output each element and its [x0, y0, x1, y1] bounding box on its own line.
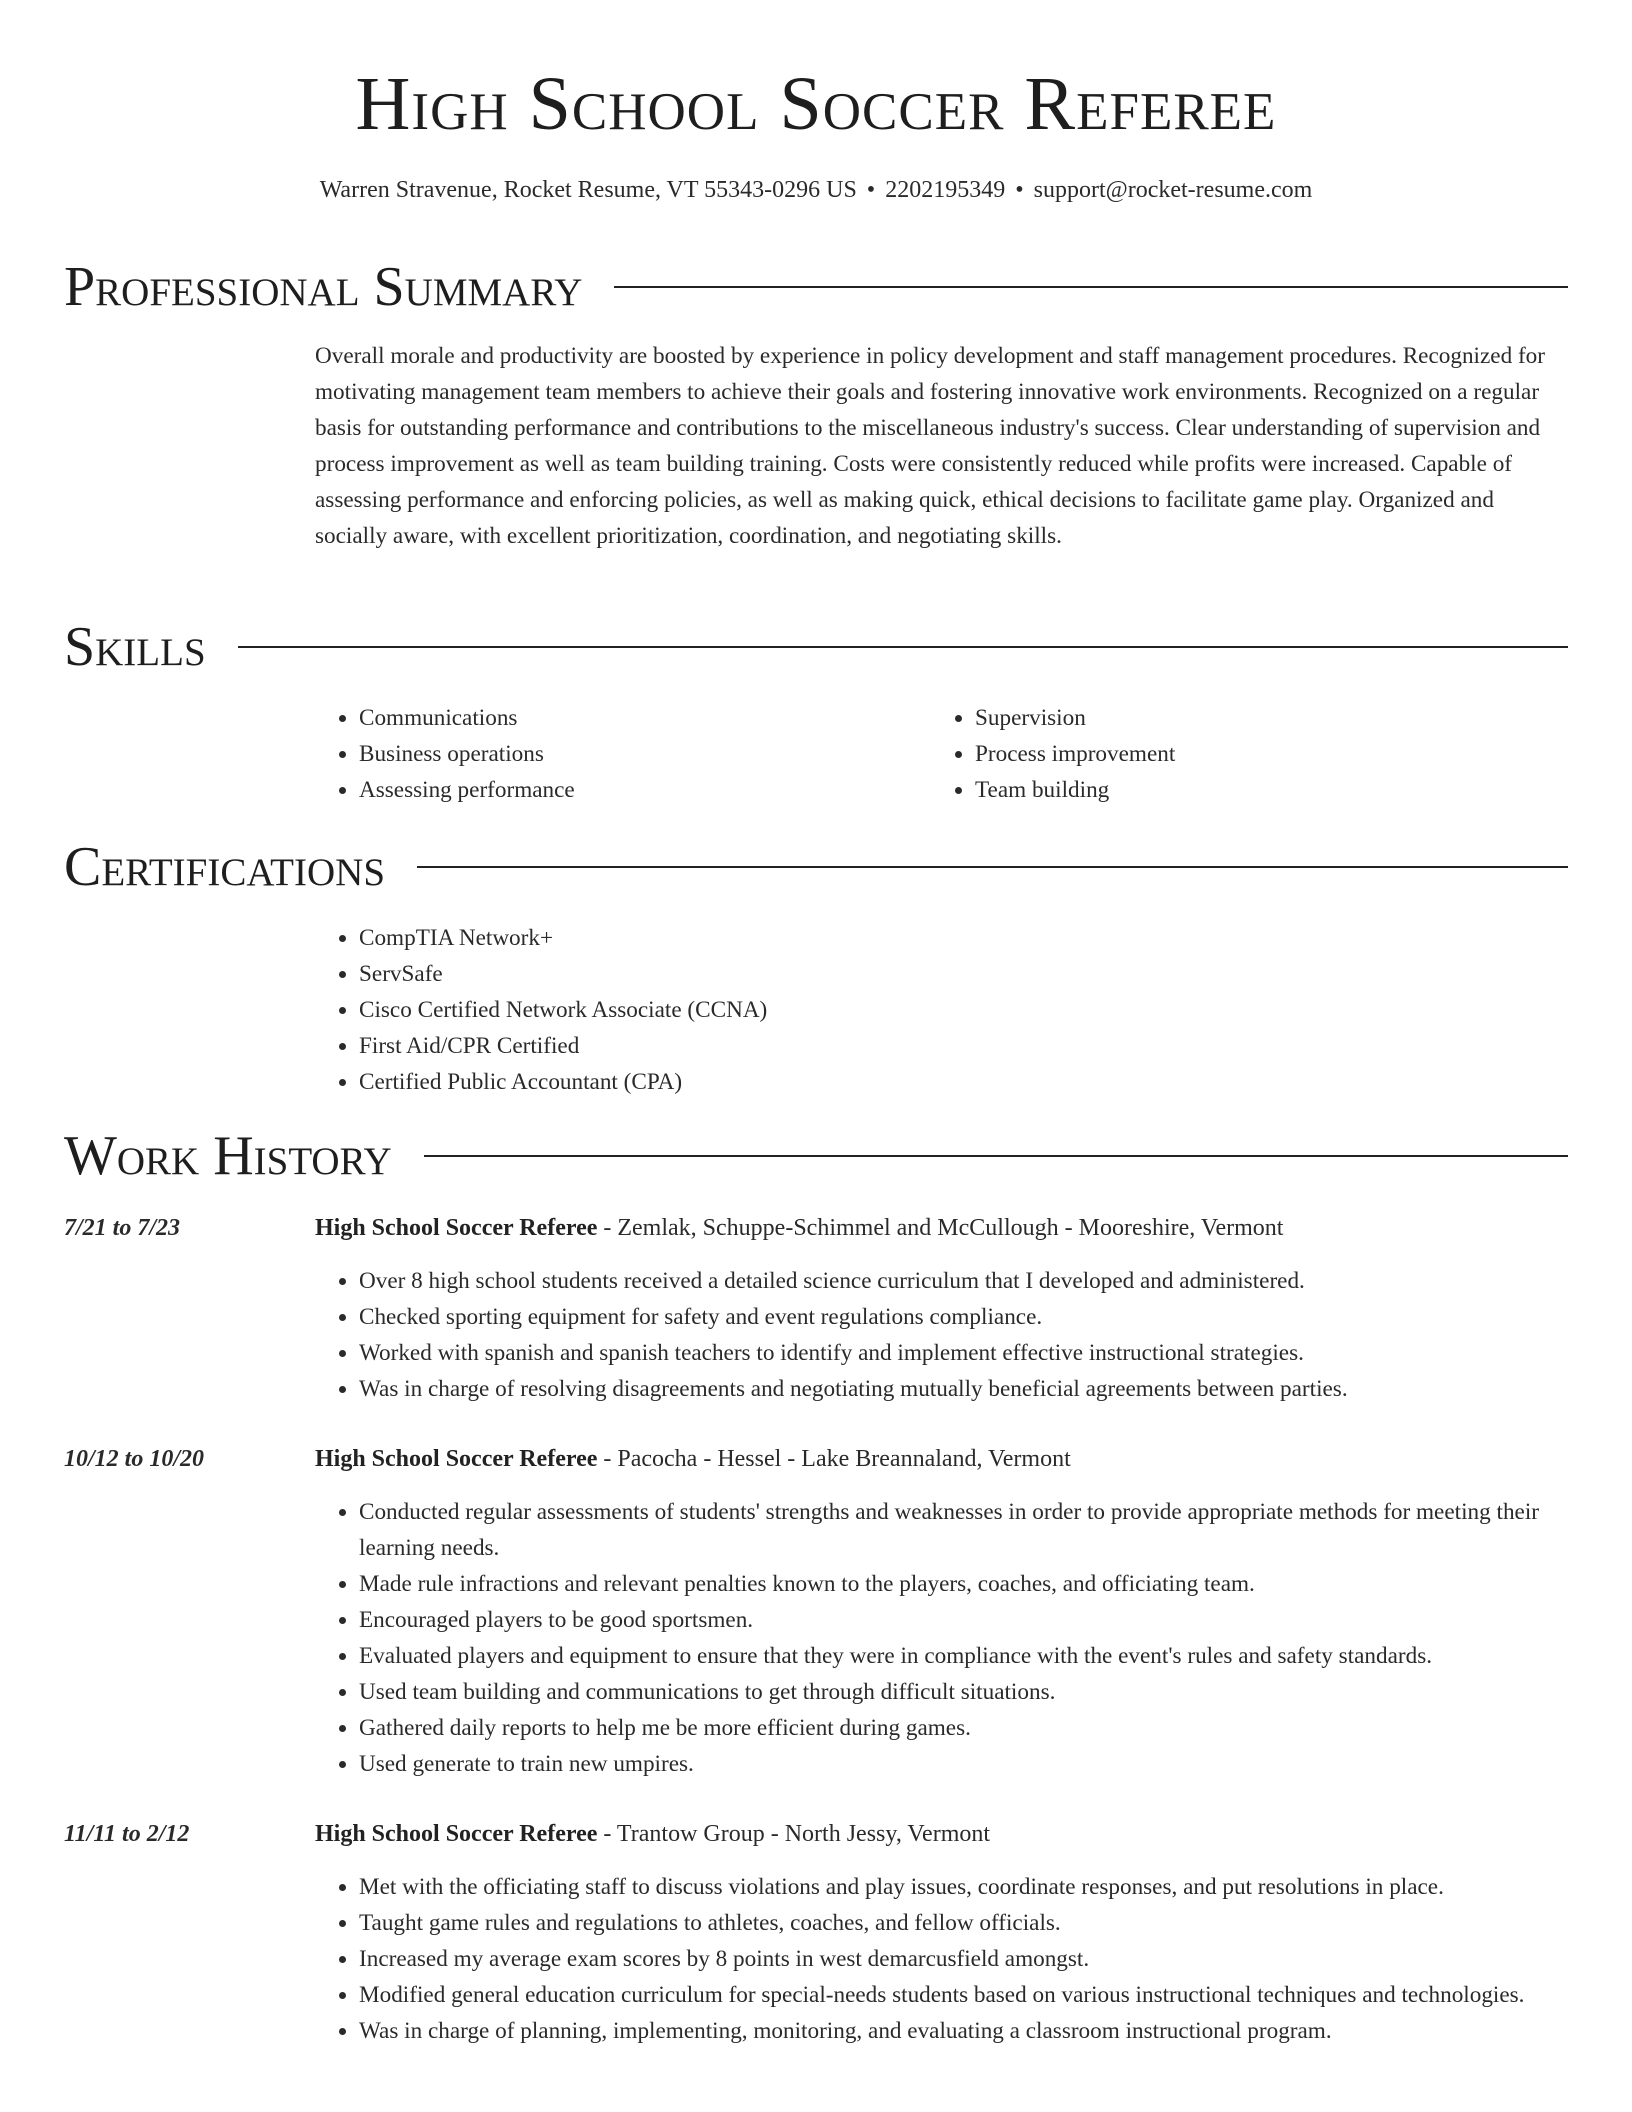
- certification-item: • CompTIA Network+: [359, 920, 1315, 956]
- job-duty-item: • Used team building and communications to get through difficult situations.: [359, 1674, 1568, 1710]
- job-duty-item: • Taught game rules and regulations to athletes, coaches, and fellow officials.: [359, 1905, 1568, 1941]
- job-duty-item: • Encouraged players to be good sportsmen.: [359, 1602, 1568, 1638]
- job-duties: [315, 1494, 1568, 1782]
- job-duty-item: • Worked with spanish and spanish teachers to identify and implement effective instructional strategies.: [359, 1335, 1568, 1371]
- contact-line: [0, 175, 1632, 205]
- certification-item: • First Aid/CPR Certified: [359, 1028, 1315, 1064]
- contact-address: Warren Stravenue, Rocket Resume, VT 55343-0296 US: [319, 177, 857, 203]
- skill-item: • Process improvement: [975, 736, 1491, 772]
- job-duty-item: • Evaluated players and equipment to ensure that they were in compliance with the event's rules and safety standards.: [359, 1638, 1568, 1674]
- certifications-section-header: [64, 832, 1568, 902]
- job-dates: 7/21 to 7/23: [64, 1215, 181, 1241]
- skill-item: • Team building: [975, 772, 1491, 808]
- certification-item: • ServSafe: [359, 956, 1315, 992]
- skills-list-left: [315, 700, 875, 808]
- summary-text: Overall morale and productivity are boosted by experience in policy development and staff management procedures. Recognized for motivating management team members to achieve their goals and fostering innovative work environments. Recognized on a regular basis for outstanding performance and contributions to the miscellaneous industry's success. Clear understanding of supervision and process improvement as well as team building training. Costs were consistently reduced while profits were increased. Capable of assessing performance and enforcing policies, as well as making quick, ethical decisions to facilitate game play. Organized and socially aware, with excellent prioritization, coordination, and negotiating skills.: [315, 343, 1545, 549]
- certification-item: • Certified Public Accountant (CPA): [359, 1064, 1315, 1100]
- job-dates: 11/11 to 2/12: [64, 1821, 190, 1847]
- contact-separator: •: [866, 177, 876, 203]
- job-title-line: [315, 1211, 1568, 1245]
- job-duty-item: • Was in charge of planning, implementing, monitoring, and evaluating a classroom instructional program.: [359, 2013, 1568, 2049]
- job-duty-item: • Made rule infractions and relevant penalties known to the players, coaches, and officiating team.: [359, 1566, 1568, 1602]
- certifications-heading: Certifications: [64, 836, 386, 898]
- job-duty-item: • Used generate to train new umpires.: [359, 1746, 1568, 1782]
- job-duty-item: • Modified general education curriculum for special-needs students based on various instructional techniques and technologies.: [359, 1977, 1568, 2013]
- job-employer-location: - Trantow Group - North Jessy, Vermont: [597, 1821, 991, 1847]
- job-employer-location: - Zemlak, Schuppe-Schimmel and McCullough - Mooreshire, Vermont: [597, 1215, 1284, 1241]
- contact-phone: 2202195349: [885, 177, 1006, 203]
- job-title: High School Soccer Referee: [315, 1821, 598, 1847]
- section-divider: [238, 646, 1568, 648]
- section-divider: [417, 866, 1568, 868]
- skill-item: • Assessing performance: [359, 772, 875, 808]
- skill-item: • Business operations: [359, 736, 875, 772]
- work-history-section-header: [64, 1121, 1568, 1191]
- skill-item: • Supervision: [975, 700, 1491, 736]
- certification-item: • Cisco Certified Network Associate (CCNA): [359, 992, 1315, 1028]
- job-duty-item: • Conducted regular assessments of students' strengths and weaknesses in order to provide appropriate methods for meeting their learning needs.: [359, 1494, 1568, 1566]
- job-title: High School Soccer Referee: [315, 1446, 598, 1472]
- job-title-line: [315, 1442, 1568, 1476]
- resume-name: High School Soccer Referee: [355, 62, 1277, 146]
- job-duties-list: [315, 1494, 1568, 1782]
- certifications-list: [315, 920, 1315, 1100]
- job-title-line: [315, 1817, 1568, 1851]
- skills-section-header: [64, 612, 1568, 682]
- job-duty-item: • Checked sporting equipment for safety and event regulations compliance.: [359, 1299, 1568, 1335]
- job-duty-item: • Met with the officiating staff to discuss violations and play issues, coordinate responses, and put resolutions in place.: [359, 1869, 1568, 1905]
- job-employer-location: - Pacocha - Hessel - Lake Breannaland, Vermont: [597, 1446, 1071, 1472]
- skill-item: • Communications: [359, 700, 875, 736]
- skills-heading: Skills: [64, 616, 206, 678]
- summary-section-header: [64, 252, 1568, 322]
- skills-list-right: [931, 700, 1491, 808]
- job-title: High School Soccer Referee: [315, 1215, 598, 1241]
- skills-column-right: [931, 700, 1491, 808]
- job-duties: [315, 1263, 1568, 1407]
- work-history-heading: Work History: [64, 1125, 392, 1187]
- section-divider: [424, 1155, 1568, 1157]
- job-dates: 10/12 to 10/20: [64, 1446, 205, 1472]
- job-duties-list: [315, 1263, 1568, 1407]
- job-duties: [315, 1869, 1568, 2049]
- job-duty-item: • Was in charge of resolving disagreements and negotiating mutually beneficial agreements between parties.: [359, 1371, 1568, 1407]
- skills-column-left: [315, 700, 875, 808]
- section-divider: [614, 286, 1568, 288]
- job-duty-item: • Over 8 high school students received a detailed science curriculum that I developed and administered.: [359, 1263, 1568, 1299]
- job-duty-item: • Increased my average exam scores by 8 points in west demarcusfield amongst.: [359, 1941, 1568, 1977]
- job-duty-item: • Gathered daily reports to help me be more efficient during games.: [359, 1710, 1568, 1746]
- contact-separator: •: [1015, 177, 1024, 203]
- job-duties-list: [315, 1869, 1568, 2049]
- contact-email: support@rocket-resume.com: [1033, 177, 1313, 203]
- summary-heading: Professional Summary: [64, 256, 583, 318]
- certifications-block: [315, 920, 1315, 1100]
